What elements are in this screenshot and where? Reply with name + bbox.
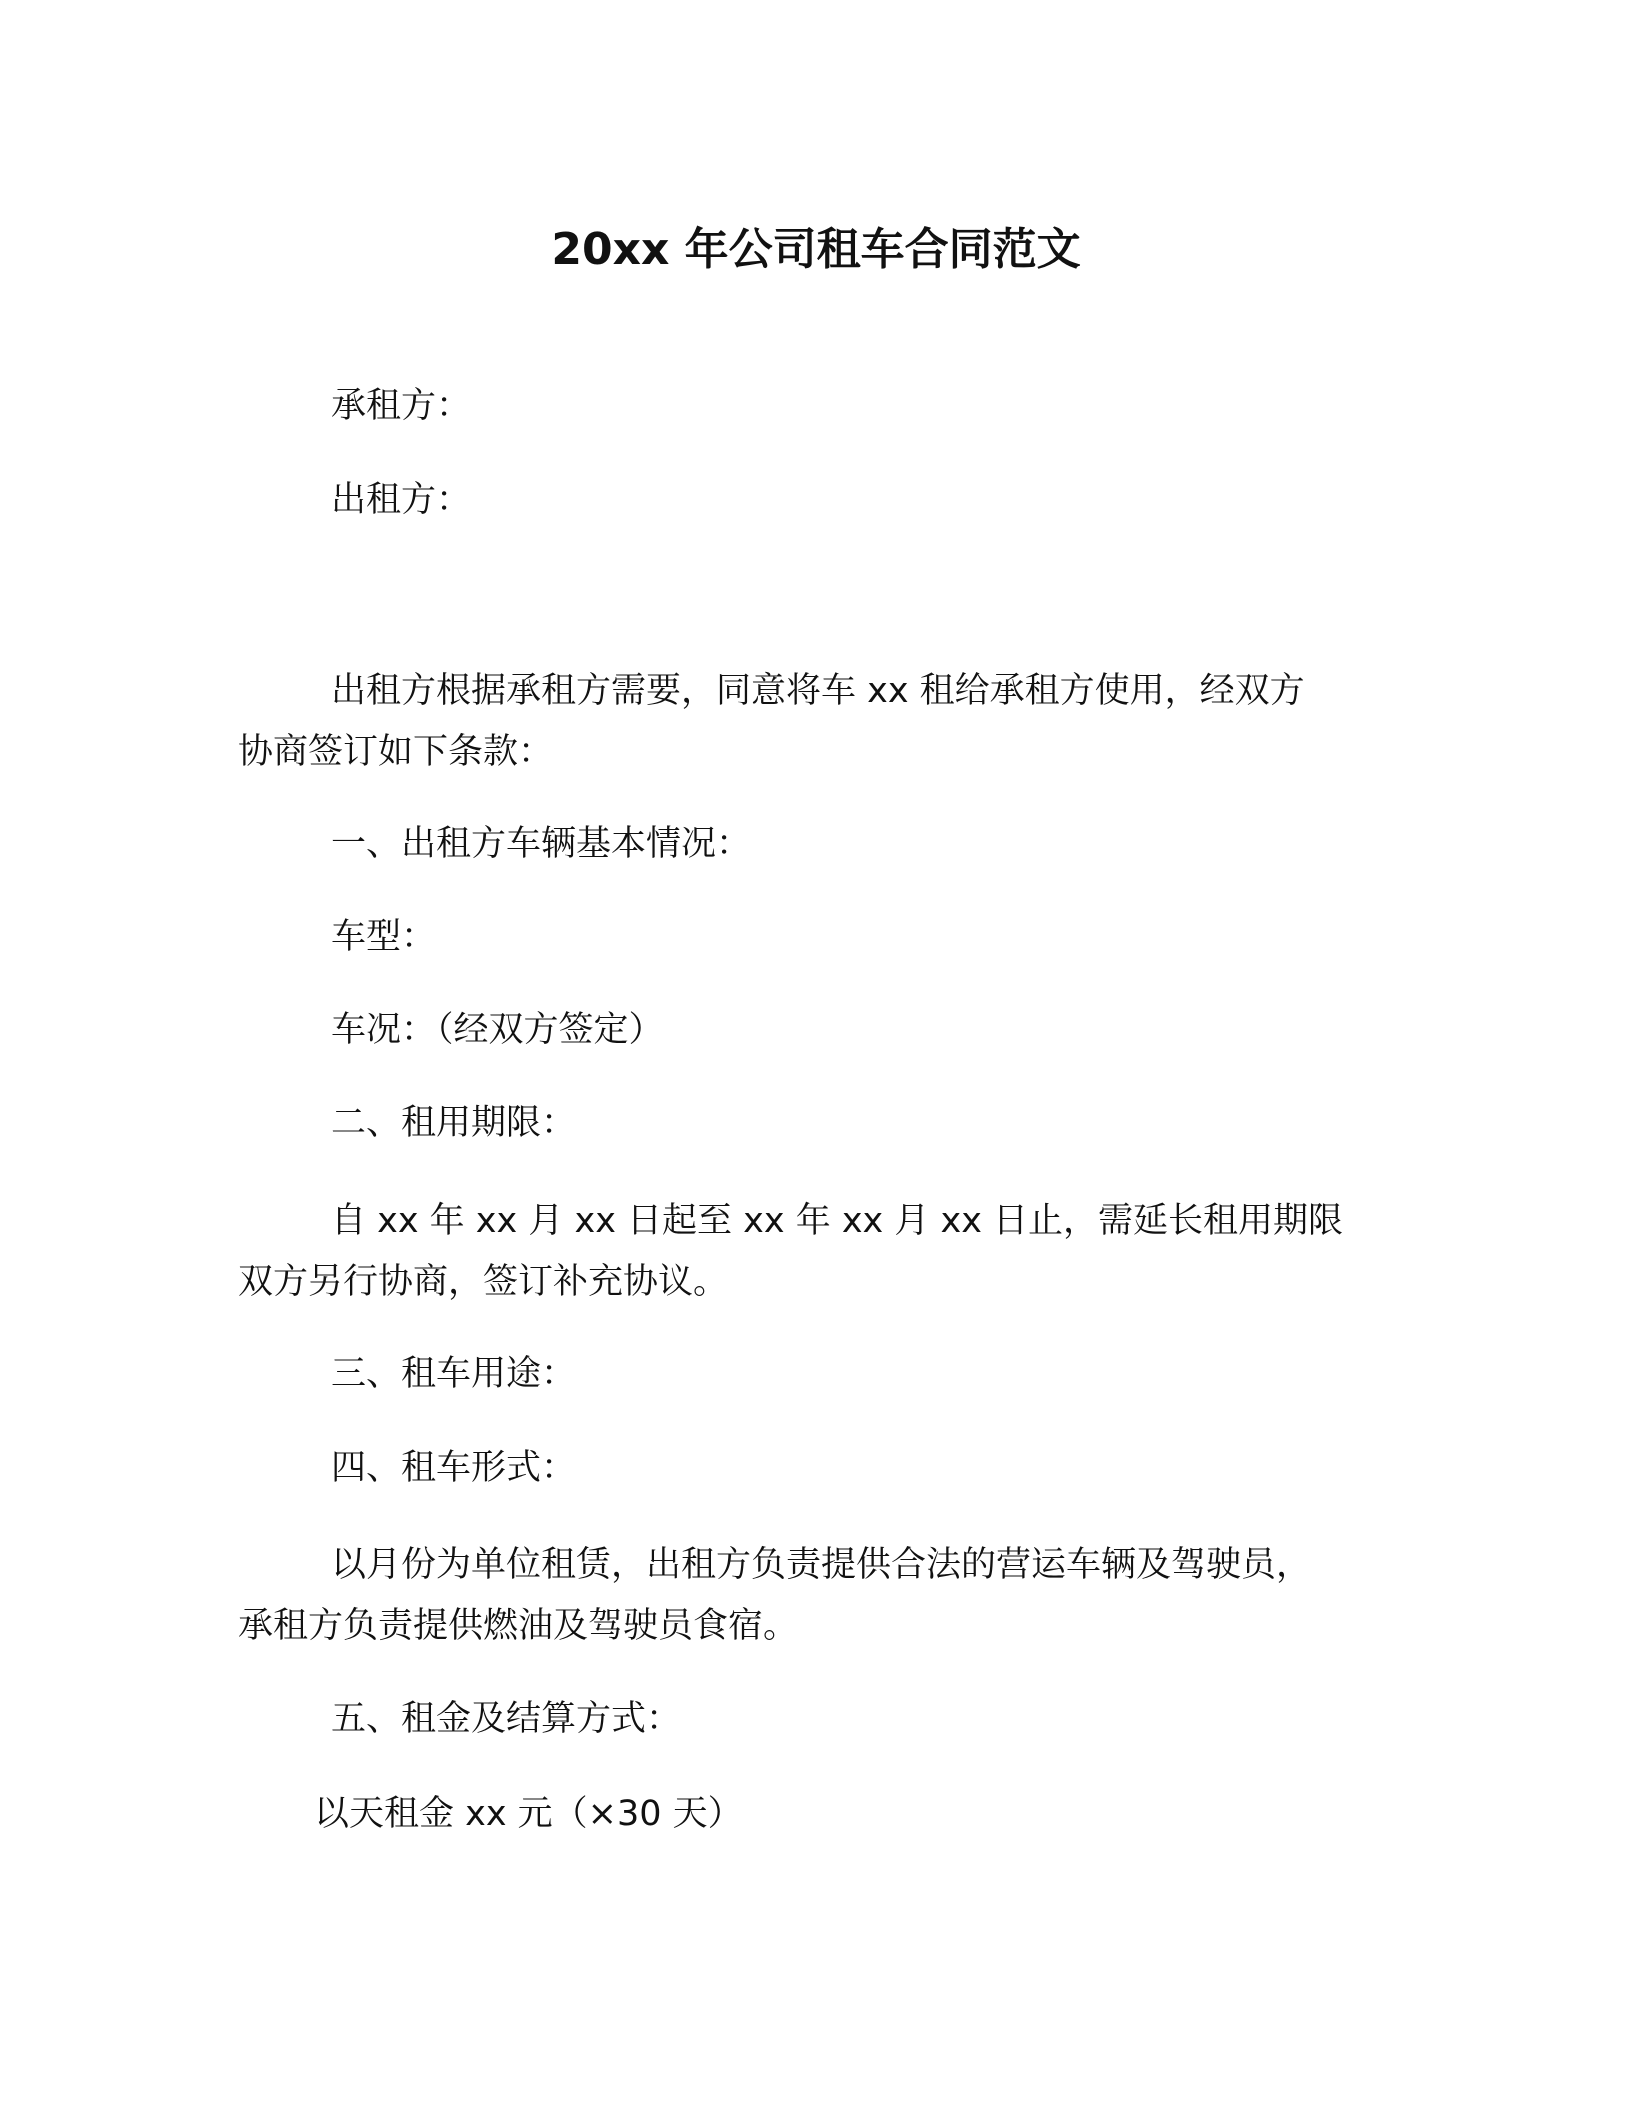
form-paragraph-line-1: 以月份为单位租赁，出租方负责提供合法的营运车辆及驾驶员，: [331, 1545, 1312, 1585]
lessor-label: 出租方：: [331, 480, 472, 520]
section-5-heading: 五、租金及结算方式：: [331, 1699, 682, 1739]
lessee-label: 承租方：: [331, 386, 472, 426]
car-model-label: 车型：: [331, 917, 437, 957]
section-1-heading: 一、出租方车辆基本情况：: [331, 824, 752, 864]
car-condition-label: 车况：（经双方签定）: [331, 1010, 664, 1050]
intro-paragraph-line-1: 出租方根据承租方需要，同意将车 xx 租给承租方使用，经双方: [331, 671, 1305, 711]
section-2-heading: 二、租用期限：: [331, 1103, 577, 1143]
intro-paragraph-line-2: 协商签订如下条款：: [238, 732, 554, 772]
term-paragraph-line-1: 自 xx 年 xx 月 xx 日起至 xx 年 xx 月 xx 日止，需延长租用期限: [331, 1201, 1344, 1241]
document-title: 20xx 年公司租车合同范文: [551, 224, 1081, 275]
rent-line: 以天租金 xx 元（×30 天）: [314, 1794, 743, 1834]
section-3-heading: 三、租车用途：: [331, 1354, 577, 1394]
term-paragraph-line-2: 双方另行协商，签订补充协议。: [238, 1262, 729, 1302]
form-paragraph-line-2: 承租方负责提供燃油及驾驶员食宿。: [238, 1606, 799, 1646]
section-4-heading: 四、租车形式：: [331, 1448, 577, 1488]
